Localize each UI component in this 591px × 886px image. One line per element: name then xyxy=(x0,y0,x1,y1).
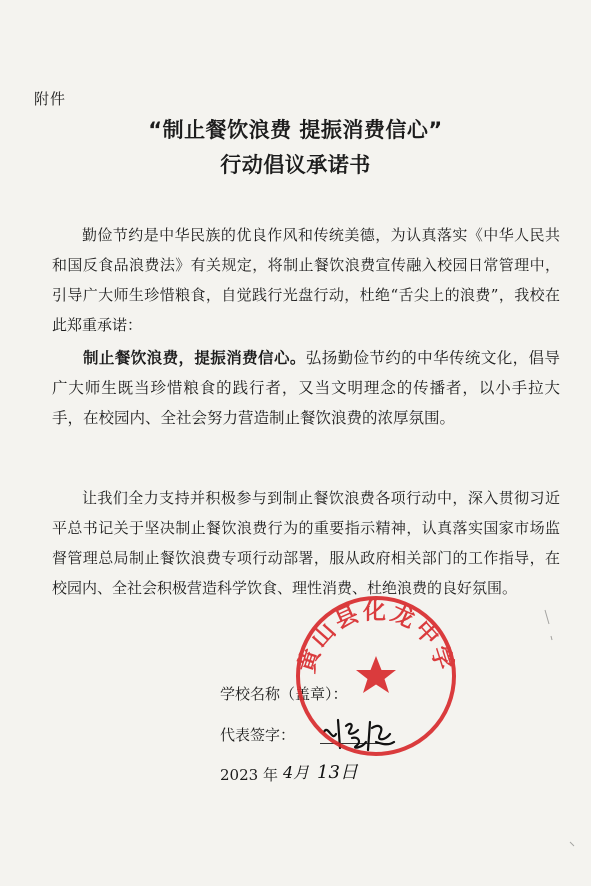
title-line-1: “制止餐饮浪费 提振消费信心” xyxy=(148,118,443,142)
paragraph-2-rest: 弘扬勤俭节约的中华传统文化，倡导广大师生既当珍惜粮食的践行者，又当文明理念的传播者，以小手拉大手，在校园内、全社会努力营造制止餐饮浪费的浓厚氛围。 xyxy=(52,349,560,427)
paragraph-2-lead: 制止餐饮浪费，提振消费信心。 xyxy=(83,349,306,367)
attachment-label: 附件 xyxy=(34,90,67,108)
title-line-2: 行动倡议承诺书 xyxy=(220,153,371,177)
date-year: 2023 年 xyxy=(220,766,278,784)
paragraph-1: 勤俭节约是中华民族的优良作风和传统美德，为认真落实《中华人民共和国反食品浪费法》有关规定，将制止餐饮浪费宣传融入校园日常管理中，引导广大师生珍惜粮食，自觉践行光盘行动，杜绝“舌尖上的浪费”，我校在此郑重承诺： xyxy=(52,226,560,334)
svg-text:黄山县化龙中学: 黄山县化龙中学 xyxy=(293,598,459,676)
paragraph-3: 让我们全力支持并积极参与到制止餐饮浪费各项行动中，深入贯彻习近平总书记关于坚决制止餐饮浪费行为的重要指示精神，认真落实国家市场监督管理总局制止餐饮浪费专项行动部署，服从政府相关部门的工作指导，在校园内、全社会积极营造科学饮食、理性消费、杜绝浪费的良好氛围。 xyxy=(52,489,560,597)
representative-label: 代表签字： xyxy=(220,726,296,744)
school-name-label: 学校名称（盖章）： xyxy=(220,685,348,703)
date-line xyxy=(220,764,278,785)
date-month-handwritten: 4月 xyxy=(283,763,310,782)
official-seal xyxy=(292,592,460,760)
date-day-handwritten: 13日 xyxy=(317,762,358,783)
paragraph-2 xyxy=(52,343,560,433)
